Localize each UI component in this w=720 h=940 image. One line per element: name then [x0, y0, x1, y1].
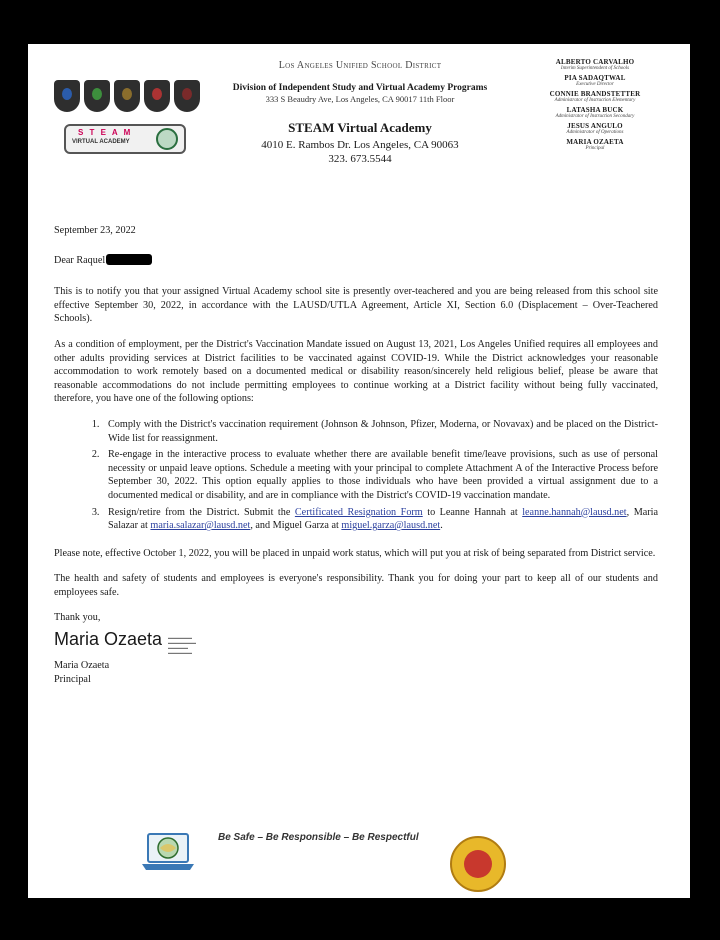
official-name: MARIA OZAETA	[566, 138, 624, 146]
signature	[54, 629, 658, 656]
official-title: Administrator of Operations	[566, 130, 624, 135]
paragraph-unpaid: Please note, effective October 1, 2022, you will be placed in unpaid work status, which will put you at risk of being separated from District service.	[54, 547, 656, 559]
option3-text: , Maria Salazar at	[108, 506, 659, 532]
steam-logo-text: S T E A M	[78, 128, 133, 137]
option-item	[102, 506, 658, 533]
official-name: ALBERTO CARVALHO	[555, 58, 635, 66]
official-name: CONNIE BRANDSTETTER	[549, 90, 641, 98]
letter-body	[54, 224, 658, 686]
option3-text: to Leanne Hannah at	[422, 506, 523, 518]
options-list	[54, 418, 658, 533]
option3-text: .	[440, 520, 443, 532]
letter-date: September 23, 2022	[54, 225, 136, 236]
paragraph-mandate: As a condition of employment, per the District's Vaccination Mandate issued on August 13, 2021, Los Angeles Unified requires all employees and other adults providing services at District facilities to be vaccinated against COVID-19. While the District acknowledges your reasonable accommodation to work remotely based on a documented medical or disability reason/sincerely held religious belief, please be aware that reasonable accommodations do not include permitting employees to continue working at a District facility without being fully vaccinated, therefore, you have one of the following options:	[54, 338, 658, 405]
official-title: Principal	[585, 146, 605, 151]
paragraph-notice: This is to notify you that your assigned Virtual Academy school site is presently over-teachered and you are being released from this school site effective September 30, 2022, in accordance with the LAUSD/UTLA Agreement, Article XI, Section 6.0 (Displacement – Over-Teachered Schools).	[54, 286, 658, 325]
option-item: 2. Re-engage in the interactive process to evaluate whether there are available benefit time/leave provisions, such as use of personal necessity or unpaid leave options. Schedule a meeting with your principal to complete Attachment A of the Interactive Process before September 30, 2022. This option equally applies to those individuals who have been provided a virtual assignment due to a documented medical or disability, and are in compliance with the District's COVID-19 vaccination mandate.	[102, 448, 658, 502]
signature-text: Maria Ozaeta	[54, 629, 163, 650]
option3-text: Resign/retire from the District. Submit the	[108, 506, 295, 518]
resignation-form-link[interactable]: Certificated Resignation Form	[294, 506, 423, 518]
email-link-garza[interactable]: miguel.garza@lausd.net	[341, 520, 441, 532]
footer-motto: Be Safe – Be Responsible – Be Respectful	[218, 832, 419, 843]
shield-icon	[174, 80, 200, 112]
school-name: STEAM Virtual Academy	[288, 120, 432, 135]
official-title: Executive Director	[576, 82, 614, 87]
district-name: Los Angeles Unified School District	[278, 60, 442, 71]
steam-logo-subtext: VIRTUAL ACADEMY	[72, 139, 130, 145]
official-name: JESUS ANGULO	[567, 122, 623, 130]
shield-icon	[114, 80, 140, 112]
letterhead	[200, 60, 520, 165]
official-name: LATASHA BUCK	[566, 106, 624, 114]
letter-page	[28, 44, 690, 898]
official-title: Interim Superintendent of Schools	[560, 66, 630, 71]
signer-title: Principal	[54, 673, 91, 685]
salutation	[54, 254, 658, 268]
official-title: Administrator of Instruction Elementary	[554, 98, 636, 103]
salutation-text: Dear Raquel	[54, 254, 106, 266]
option-item: 1. Comply with the District's vaccination requirement (Johnson & Johnson, Pfizer, Moderna, or Novavax) and be placed on the District-Wide list for reassignment.	[102, 418, 658, 445]
signature-stamp: ▬▬▬▬▬▬ ▬▬▬▬▬▬▬ ▬▬▬▬▬ ▬▬▬▬▬▬	[168, 635, 197, 656]
district-seal-icon	[450, 836, 506, 892]
shield-icon	[54, 80, 80, 112]
laptop-globe-icon	[138, 830, 198, 874]
division-name: Division of Independent Study and Virtual Academy Programs	[232, 83, 488, 93]
division-address: 333 S Beaudry Ave, Los Angeles, CA 90017 11th Floor	[265, 94, 455, 104]
steam-logo	[64, 124, 186, 154]
closing: Thank you,	[54, 612, 101, 624]
option3-text: , and Miguel Garza at	[250, 520, 342, 532]
redaction-mark	[106, 254, 152, 265]
email-link-hannah[interactable]: leanne.hannah@lausd.net	[522, 506, 627, 518]
official-name: PIA SADAQTWAL	[564, 74, 626, 82]
signer-name: Maria Ozaeta	[54, 660, 110, 672]
school-phone: 323. 673.5544	[328, 153, 392, 165]
officials-list	[520, 58, 670, 154]
school-address: 4010 E. Rambos Dr. Los Angeles, CA 90063	[261, 139, 459, 151]
house-shields-logo	[54, 80, 204, 116]
paragraph-safety: The health and safety of students and employees is everyone's responsibility. Thank you for doing your part to keep all of our students and employees safe.	[54, 573, 658, 598]
globe-icon	[156, 128, 178, 150]
shield-icon	[144, 80, 170, 112]
email-link-salazar[interactable]: maria.salazar@lausd.net	[150, 520, 251, 532]
official-title: Administrator of Instruction Secondary	[555, 114, 635, 119]
shield-icon	[84, 80, 110, 112]
